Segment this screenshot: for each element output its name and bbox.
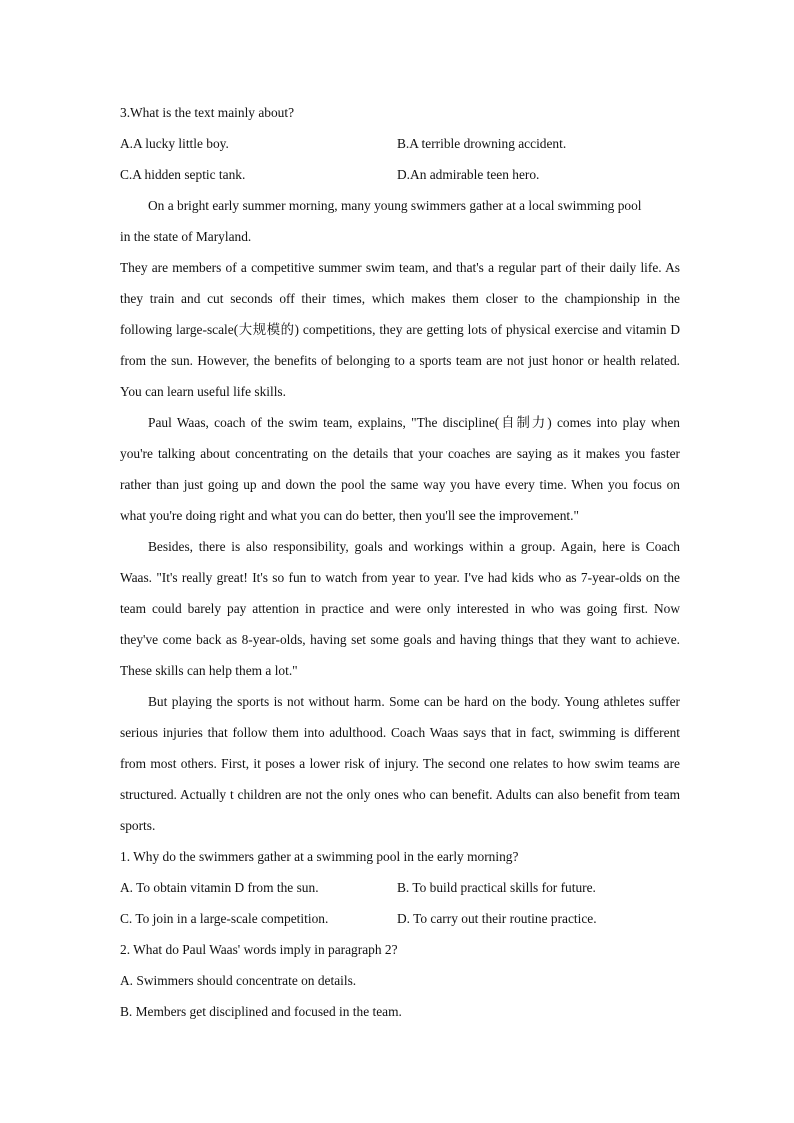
passage-paragraph-1-line-1: On a bright early summer morning, many young swimmers gather at a local swimming pool — [148, 198, 642, 213]
question-1-option-a: A. To obtain vitamin D from the sun. — [120, 880, 319, 895]
question-1-option-b: B. To build practical skills for future. — [397, 880, 596, 895]
passage-paragraph-1-continued: They are members of a competitive summer swim team, and that's a regular part of their daily life. As they train and cut seconds off their times, which makes them closer to the championship in the following large-scale(大规模的) competitions, they are getting lots of physical exercise and vitamin D from the sun. However, the benefits of belonging to a sports team are not just honor or health related. You can learn useful life skills. — [120, 260, 680, 399]
question-1-stem: 1. Why do the swimmers gather at a swimming pool in the early morning? — [120, 849, 519, 864]
passage-paragraph-2: Paul Waas, coach of the swim team, explains, "The discipline(自制力) comes into play when you're talking about concentrating on the details that your coaches are saying as it makes you faster rather than just going up and down the pool the same way you have every time. When you focus on what you're doing right and what you can do better, then you'll see the improvement." — [120, 415, 680, 523]
question-2-option-a: A. Swimmers should concentrate on details. — [120, 973, 357, 988]
question-3-option-a: A.A lucky little boy. — [120, 136, 229, 151]
question-3-option-c: C.A hidden septic tank. — [120, 167, 246, 182]
question-3-stem: 3.What is the text mainly about? — [120, 105, 295, 120]
question-3-options-row-1 — [120, 128, 680, 159]
question-2-option-b: B. Members get disciplined and focused in the team. — [120, 1004, 402, 1019]
question-1-options-row-1 — [120, 872, 680, 903]
passage-paragraph-1-line-2: in the state of Maryland. — [120, 229, 252, 244]
question-1-options-row-2 — [120, 903, 680, 934]
question-2-stem: 2. What do Paul Waas' words imply in paragraph 2? — [120, 942, 398, 957]
passage-paragraph-3: Besides, there is also responsibility, goals and workings within a group. Again, here is Coach Waas. "It's really great! It's so fun to watch from year to year. I've had kids who as 7-year-olds on the team could barely pay attention in practice and were only interested in who was going first. Now they've come back as 8-year-olds, having set some goals and having things that they want to achieve. These skills can help them a lot." — [120, 539, 680, 678]
question-3-option-b: B.A terrible drowning accident. — [397, 136, 567, 151]
question-1-option-c: C. To join in a large-scale competition. — [120, 911, 329, 926]
question-3-option-d: D.An admirable teen hero. — [397, 167, 540, 182]
question-3-options-row-2 — [120, 159, 680, 190]
question-1-option-d: D. To carry out their routine practice. — [397, 911, 597, 926]
passage-paragraph-4: But playing the sports is not without harm. Some can be hard on the body. Young athletes suffer serious injuries that follow them into adulthood. Coach Waas says that in fact, swimming is different from most others. First, it poses a lower risk of injury. The second one relates to how swim teams are structured. Actually t children are not the only ones who can benefit. Adults can also benefit from team sports. — [120, 694, 680, 833]
exam-page — [120, 97, 680, 1027]
